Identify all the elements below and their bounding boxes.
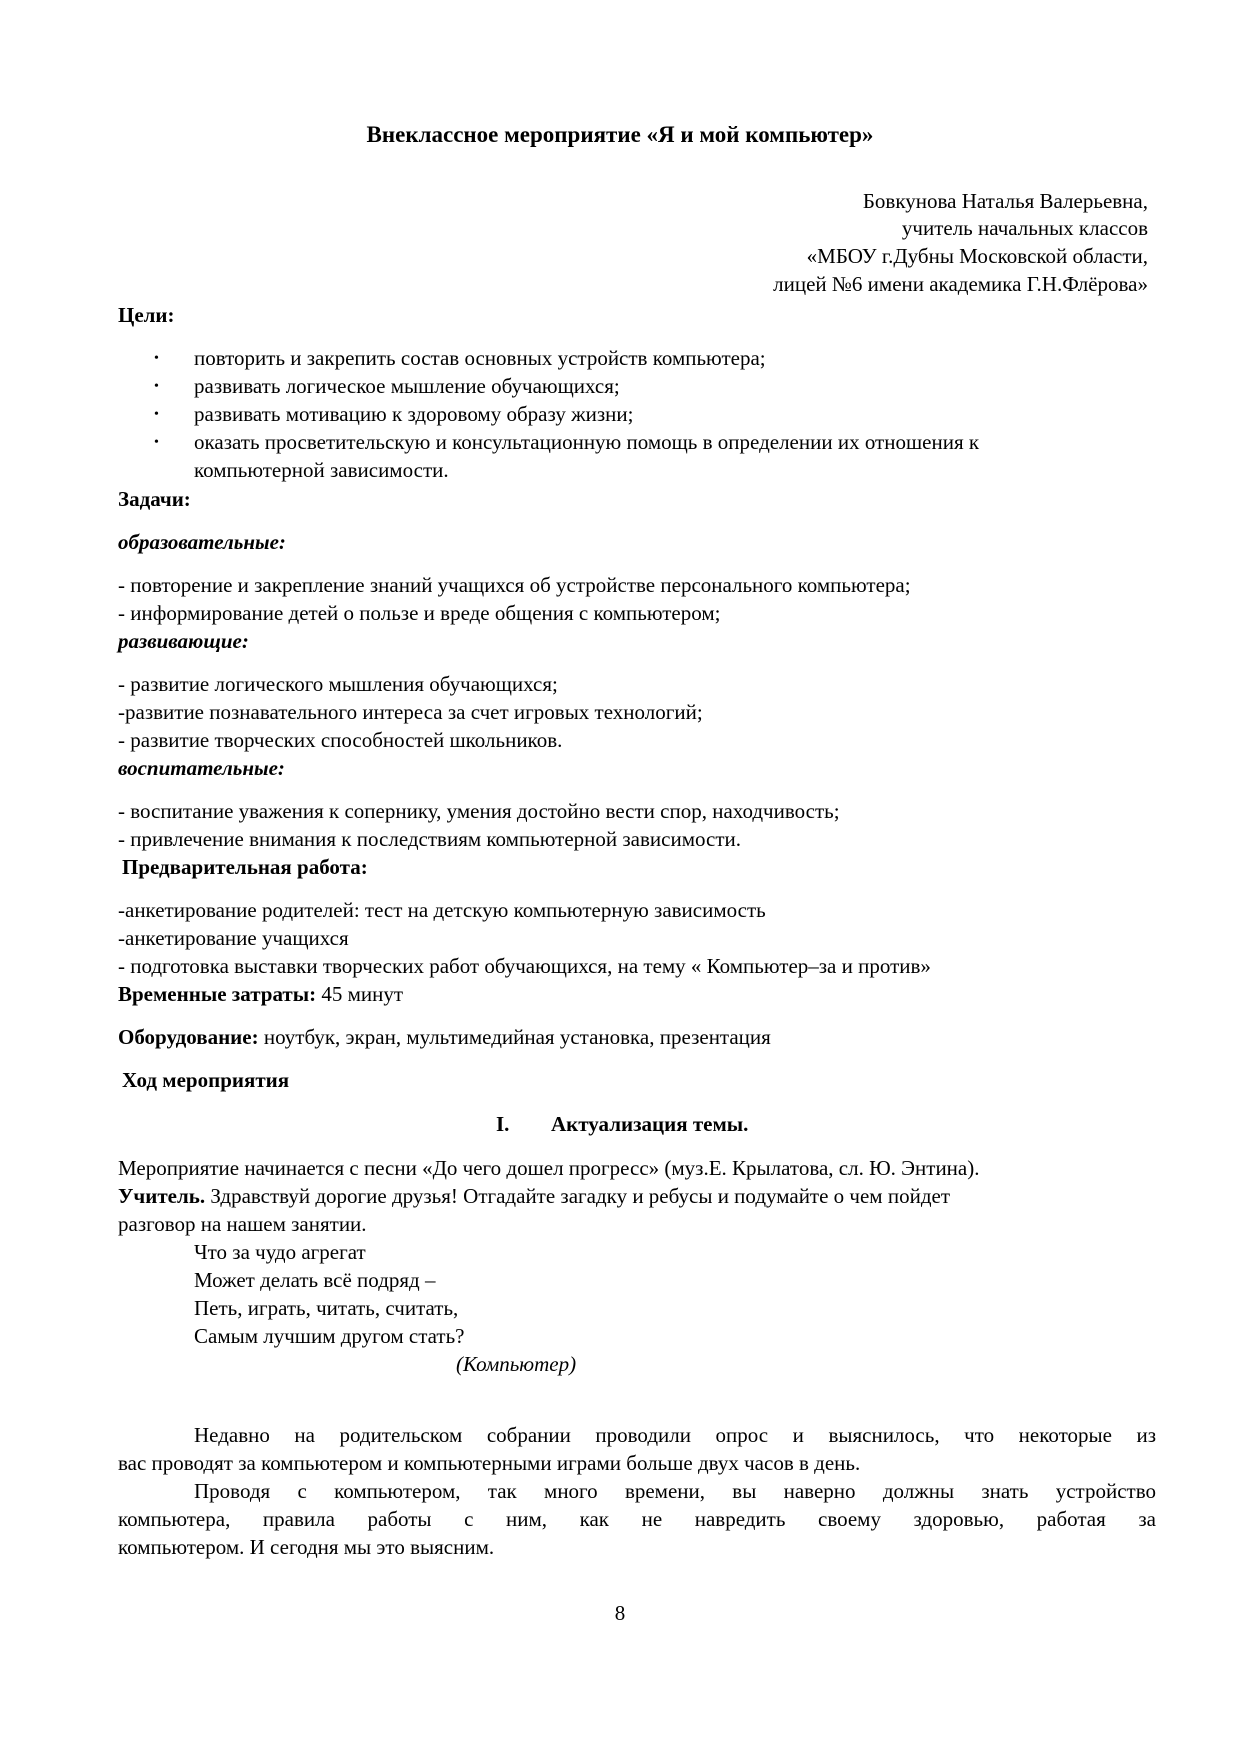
author-line-3: «МБОУ г.Дубны Московской области, bbox=[806, 244, 1148, 268]
equipment-row bbox=[118, 1023, 771, 1052]
bullet-icon: • bbox=[154, 351, 159, 366]
section-number: I. bbox=[496, 1112, 510, 1136]
goal-item: развивать логическое мышление обучающихся; bbox=[194, 374, 620, 398]
developing-item: -развитие познавательного интереса за счет игровых технологий; bbox=[118, 700, 703, 724]
developing-item: - развитие логического мышления обучающихся; bbox=[118, 672, 558, 696]
paragraph-1-line-1: Недавно на родительском собрании проводили опрос и выяснилось, что некоторые из bbox=[194, 1423, 1156, 1447]
course-heading: Ход мероприятия bbox=[122, 1068, 290, 1092]
riddle-line: Петь, играть, читать, считать, bbox=[194, 1296, 459, 1320]
educational-item: - информирование детей о пользе и вреде общения с компьютером; bbox=[118, 601, 721, 625]
upbringing-item: - привлечение внимания к последствиям компьютерной зависимости. bbox=[118, 827, 742, 851]
developing-heading: развивающие: bbox=[118, 629, 249, 653]
author-line-2: учитель начальных классов bbox=[901, 216, 1148, 240]
goal-item: развивать мотивацию к здоровому образу жизни; bbox=[194, 402, 634, 426]
teacher-label: Учитель. bbox=[118, 1184, 206, 1208]
page-number: 8 bbox=[614, 1601, 626, 1625]
goal-item: оказать просветительскую и консультационную помощь в определении их отношения к bbox=[194, 430, 980, 454]
teacher-text: Здравствуй дорогие друзья! Отгадайте загадку и ребусы и подумайте о чем пойдет bbox=[205, 1184, 951, 1208]
prep-item: - подготовка выставки творческих работ обучающихся, на тему « Компьютер–за и против» bbox=[118, 954, 931, 978]
document-title: Внеклассное мероприятие «Я и мой компьютер» bbox=[366, 122, 874, 147]
teacher-line-1 bbox=[118, 1182, 950, 1211]
developing-item: - развитие творческих способностей школьников. bbox=[118, 728, 563, 752]
prep-heading: Предварительная работа: bbox=[122, 855, 368, 879]
time-label: Временные затраты: bbox=[118, 982, 317, 1006]
bullet-icon: • bbox=[154, 379, 159, 394]
prep-item: -анкетирование учащихся bbox=[118, 926, 349, 950]
goals-heading: Цели: bbox=[118, 303, 175, 327]
upbringing-item: - воспитание уважения к сопернику, умения достойно вести спор, находчивость; bbox=[118, 799, 840, 823]
bullet-icon: • bbox=[154, 407, 159, 422]
tasks-heading: Задачи: bbox=[118, 487, 191, 511]
intro-line: Мероприятие начинается с песни «До чего дошел прогресс» (муз.Е. Крылатова, сл. Ю. Энтина). bbox=[118, 1156, 980, 1180]
teacher-line-2: разговор на нашем занятии. bbox=[118, 1212, 367, 1236]
paragraph-2-line-1: Проводя с компьютером, так много времени, вы наверно должны знать устройство bbox=[194, 1479, 1156, 1503]
equipment-label: Оборудование: bbox=[118, 1025, 259, 1049]
educational-item: - повторение и закрепление знаний учащихся об устройстве персонального компьютера; bbox=[118, 573, 911, 597]
riddle-line: Может делать всё подряд – bbox=[194, 1268, 436, 1292]
goal-item-continuation: компьютерной зависимости. bbox=[194, 458, 449, 482]
author-line-4: лицей №6 имени академика Г.Н.Флёрова» bbox=[773, 272, 1148, 296]
time-row bbox=[118, 980, 403, 1009]
paragraph-1-line-2: вас проводят за компьютером и компьютерными играми больше двух часов в день. bbox=[118, 1451, 861, 1475]
riddle-line: Что за чудо агрегат bbox=[194, 1240, 366, 1264]
paragraph-2-line-3: компьютером. И сегодня мы это выясним. bbox=[118, 1535, 495, 1559]
riddle-line: Самым лучшим другом стать? bbox=[194, 1324, 465, 1348]
bullet-icon: • bbox=[154, 435, 159, 450]
equipment-value: ноутбук, экран, мультимедийная установка, презентация bbox=[258, 1025, 771, 1049]
time-value: 45 минут bbox=[316, 982, 404, 1006]
riddle-answer: (Компьютер) bbox=[456, 1352, 577, 1376]
upbringing-heading: воспитательные: bbox=[118, 756, 285, 780]
author-line-1: Бовкунова Наталья Валерьевна, bbox=[862, 189, 1148, 213]
section-title: Актуализация темы. bbox=[551, 1112, 749, 1136]
educational-heading: образовательные: bbox=[118, 530, 286, 554]
prep-item: -анкетирование родителей: тест на детскую компьютерную зависимость bbox=[118, 898, 766, 922]
goal-item: повторить и закрепить состав основных устройств компьютера; bbox=[194, 346, 766, 370]
paragraph-2-line-2: компьютера, правила работы с ним, как не навредить своему здоровью, работая за bbox=[118, 1507, 1156, 1531]
